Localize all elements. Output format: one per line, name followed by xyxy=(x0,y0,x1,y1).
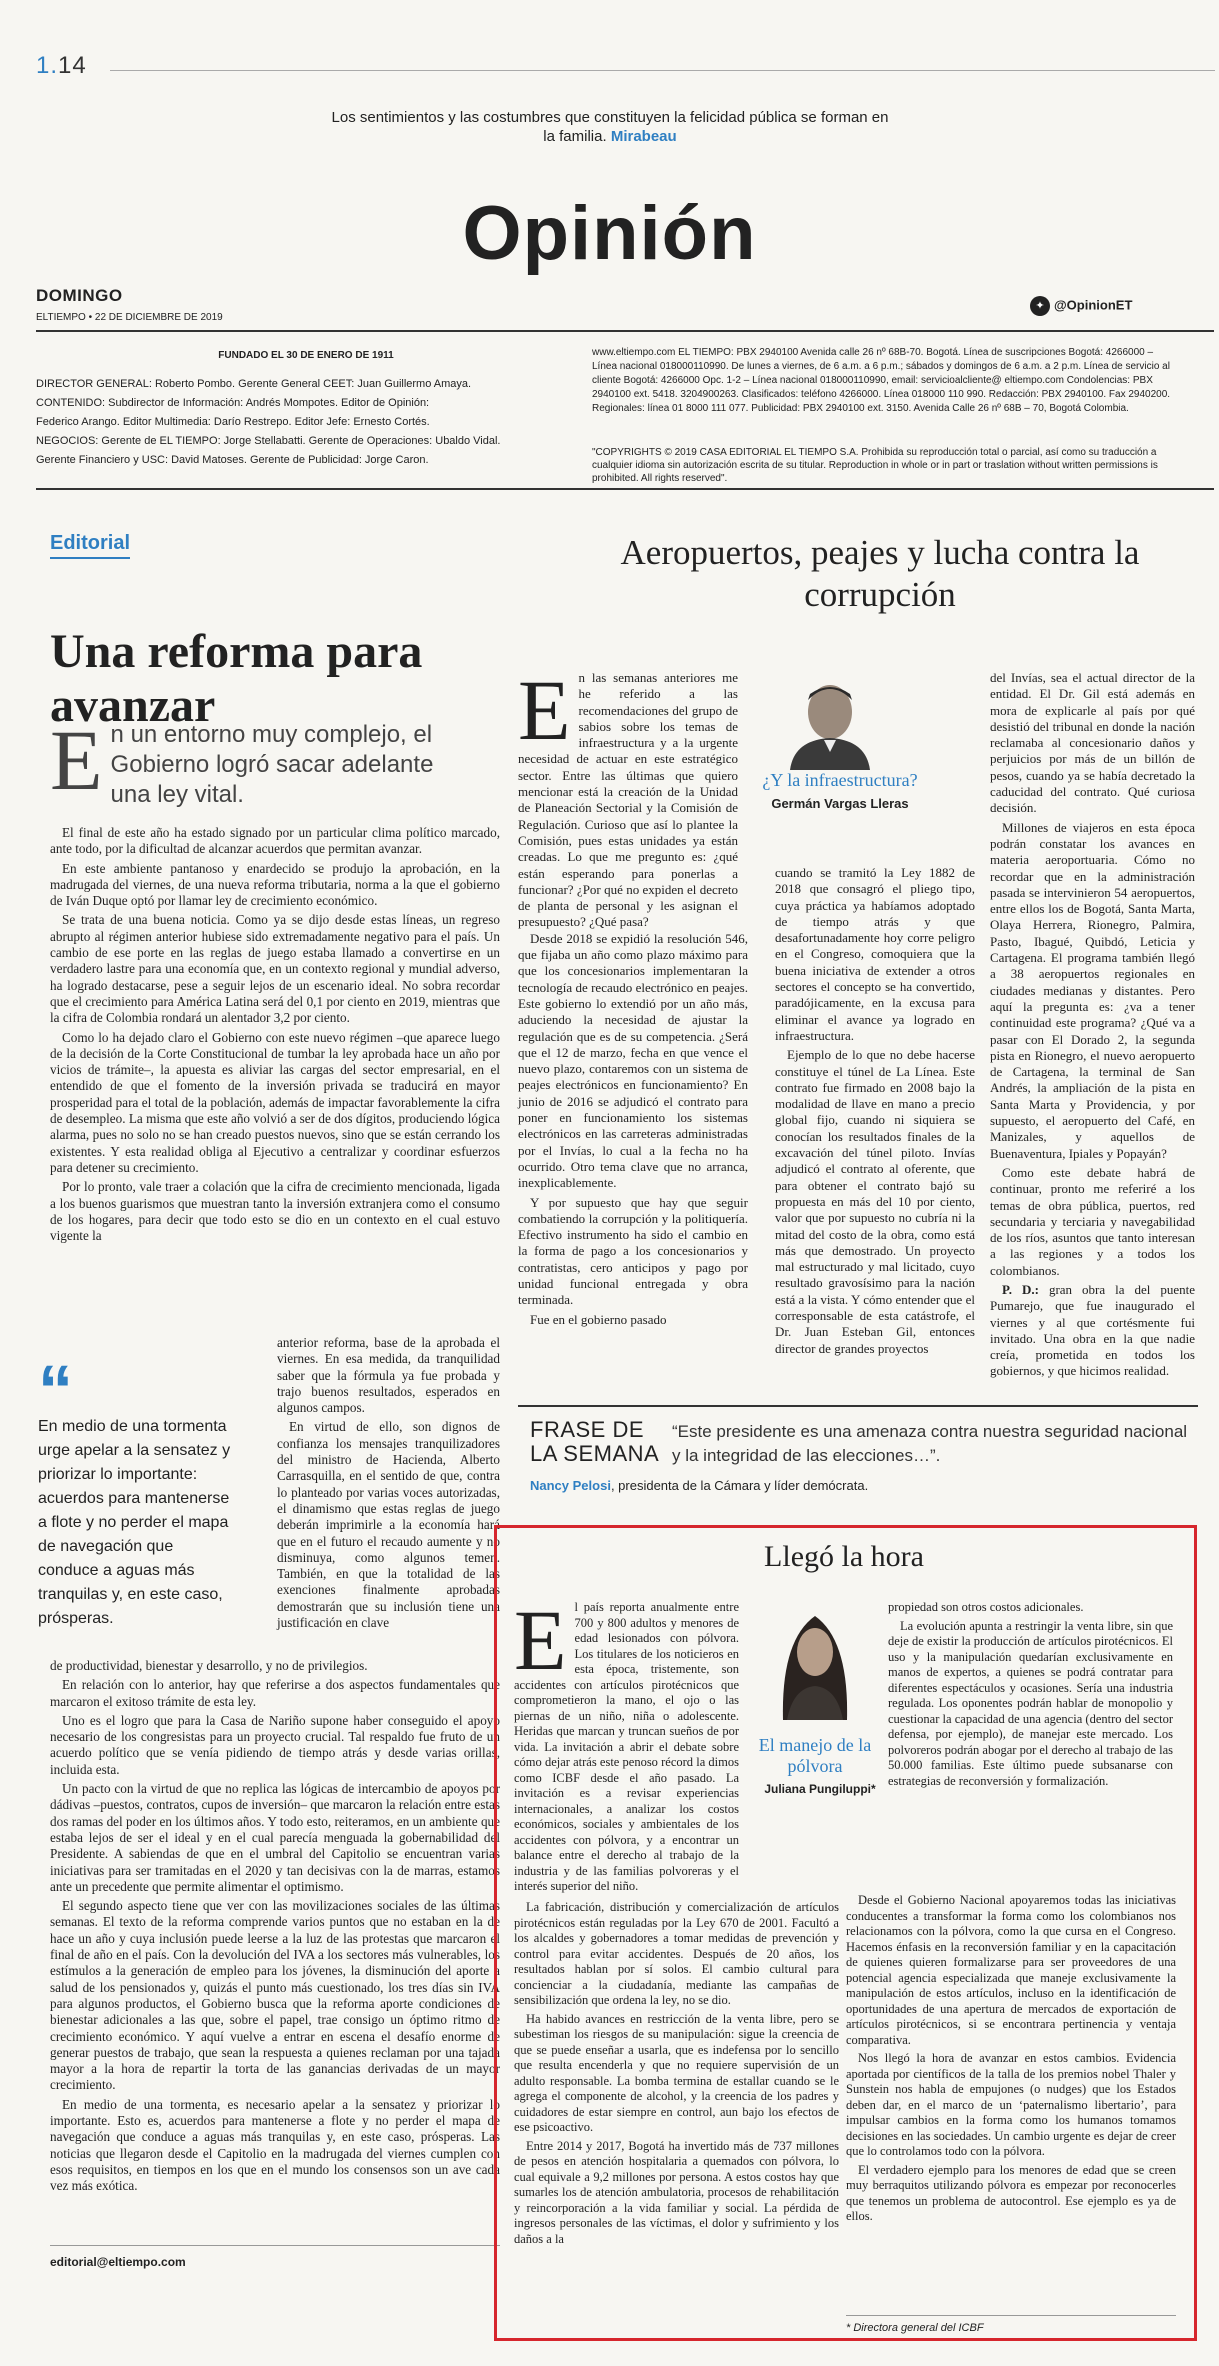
staff-line: DIRECTOR GENERAL: Roberto Pombo. Gerente General CEET: Juan Guillermo Amaya. xyxy=(36,378,472,390)
llego-column-1 xyxy=(514,1592,739,1895)
paragraph: Como este debate habrá de continuar, pronto me referiré a los temas de obra pública, puertos, red secundaria y terciaria y navegabilidad de los ríos, asuntos que tanto interesan a las regiones y a todos los colombianos. xyxy=(990,1164,1195,1278)
twitter-handle-text: @OpinionET xyxy=(1054,297,1133,313)
column-title: Llegó la hora xyxy=(764,1540,924,1573)
frase-author-name: Nancy Pelosi xyxy=(530,1478,611,1493)
masthead-rule xyxy=(36,488,1214,490)
article-column-2 xyxy=(775,865,975,1360)
paragraph xyxy=(990,1282,1195,1380)
paragraph: Ha habido avances en restricción de la venta libre, pero se subestiman los riesgos de su manipulación: sigue la creencia de que se puede enseñar a usarla, que es indefensa por lo sencillo que resulta encenderla y que no requiere supervisión de un adulto responsable. La bomba termina de estallar cuando se le agrega el componente de alcohol, y la creencia de los padres y cuidadores de estar siempre en control, aun bajo los efectos de ese psicoactivo. xyxy=(514,2011,839,2134)
staff-box xyxy=(36,346,576,470)
header-quote-author: Mirabeau xyxy=(610,128,677,145)
llego-column-2-lower xyxy=(846,1893,1176,2228)
pull-quote xyxy=(38,1351,238,1631)
paragraph: n las semanas anteriores me he referido a las recomendaciones del grupo de sabios sobre los temas de infraestructura y a la urgente necesidad de actuar en este estratégico sector. Entre las últimas que quiero mencionar está la creación de la Unidad de Planeación Sectorial y la Comisión de Regulación. Curioso que así lo plantee la Comisión, pues estas unidades ya están creadas. Lo que me pregunto es: ¿qué están esperando para ponerlas a funcionar? ¿Por qué no expiden el decreto de planta de personal y les asignan el presupuesto? ¿Qué pasa? xyxy=(518,670,738,930)
frase-author-role: , presidenta de la Cámara y líder demócrata. xyxy=(610,1478,869,1493)
paragraph: Ejemplo de lo que no debe hacerse constituye el túnel de La Línea. Este contrato fue firmado en 2008 bajo la modalidad de llave en mano a precio global fijo, cuando ni siquiera se conocían los resultados finales de la excavación del túnel piloto. Invías adjudicó el contrato al oferente, que para obtener el contrato bajó su propuesta en más del 10 por ciento, valor que por supuesto no cubría ni la mitad del costo de la obra, como está más que demostrado. Un proyecto mal estructurado y mal licitado, cuyo resultado gravosísimo para la nación está a la vista. Y cómo entender que el corresponsable de esta catástrofe, el Dr. Juan Esteban Gil, entonces director de grandes proyectos xyxy=(775,1047,975,1356)
paragraph: El verdadero ejemplo para los menores de edad que se creen muy berraquitos utilizando pólvora es empezar por reconocerles que tenemos un problema de autocontrol. Ese ejemplo es ya de ellos. xyxy=(846,2162,1176,2223)
paragraph: Entre 2014 y 2017, Bogotá ha invertido más de 737 millones de pesos en atención hospitalaria a quemados con pólvora, lo cual equivale a 9,2 millones por persona. A estos costos hay que sumarles los de atención ambulatoria, procesos de rehabilitación y reincorporación a la vida familiar y social. La pérdida de ingresos personales de las víctimas, el dolor y sufrimiento y los daños a la xyxy=(514,2138,839,2246)
author-photo-pungiluppi xyxy=(765,1600,865,1720)
article-column-1 xyxy=(518,662,748,1331)
staff-line: CONTENIDO: Subdirector de Información: Andrés Mompotes. Editor de Opinión: xyxy=(36,397,430,409)
editorial-drop-cap: E xyxy=(50,712,103,808)
drop-cap: E xyxy=(518,662,571,758)
paragraph: En relación con lo anterior, hay que referirse a dos aspectos fundamentales que marcaron el exitoso trámite de esta ley. xyxy=(50,1677,500,1709)
section-title: Opinión xyxy=(462,191,757,276)
staff-line: NEGOCIOS: Gerente de EL TIEMPO: Jorge Stellabatti. Gerente de Operaciones: Ubaldo Vidal. xyxy=(36,435,501,447)
paragraph: Millones de viajeros en esta época podrán constatar los avances en materia aeroportuaria. Cómo no recordar que en la administración pasada se intervinieron 54 aeropuertos, entre ellos los de Bogotá, Santa Marta, Olaya Herrera, Rionegro, Palmira, Pasto, Ibagué, Quibdó, Leticia y Cartagena. El programa también llegó a 38 aeropuertos regionales en ciudades medianas y distantes. Pero aquí la pregunta es: ¿va a tener continuidad este programa? ¿Qué va a pasar con El Dorado 2, la segunda pista en Rionegro, el nuevo aeropuerto de Cartagena, la terminal de San Andrés, la ampliación de la pista en Santa Marta y Providencia, y por supuesto, el aeropuerto del Café, en Manizales, y aquellos de Buenaventura, Ipiales y Popayán? xyxy=(990,819,1195,1161)
staff-line: Federico Arango. Editor Multimedia: Darío Restrepo. Editor Jefe: Ernesto Cortés. xyxy=(36,416,430,428)
contact-info: www.eltiempo.com EL TIEMPO: PBX 2940100 Avenida calle 26 nº 68B-70. Bogotá. Línea de suscripciones Bogotá: 4266000 – Línea nacional 018000110990. De lunes a viernes, de 6 a.m. a 6 p.m.; sábados y domingos de 6 a.m. a 2 p.m. Línea de servicio al cliente Bogotá: 4266000 Opc. 1-2 – Línea nacional 018000110990, email: servicioalcliente@ eltiempo.com Condolencias: PBX 2940100 ext. 5418. 3204900263. Clasificados: teléfono 4266000. Línea 018000 110 990. Redacción: PBX 2940100. Fax 2940200. Regionales: línea 01 8000 111 077. Publicidad: PBX 2940100 ext. 3150. Avenida Calle 26 nº 68B – 70, Bogotá Colombia. xyxy=(592,347,1171,414)
quote-mark-icon: “ xyxy=(38,1351,73,1429)
top-rule xyxy=(110,70,1215,71)
paragraph: Fue en el gobierno pasado xyxy=(530,1311,667,1327)
twitter-icon: ✦ xyxy=(1030,296,1050,316)
paragraph: Nos llegó la hora de avanzar en estos cambios. Evidencia aportada por científicos de la talla de los premios nobel Thaler y Sunstein nos habla de empujones (o nudges) que los Estados deben dar, en el marco de un ‘paternalismo libertario’, para impulsar cambios en la forma como los humanos tomamos decisiones en las sociedades. Un cambio urgente es dejar de creer que lo controlamos todo con la pólvora. xyxy=(846,2051,1176,2158)
column-author: Juliana Pungiluppi* xyxy=(764,1782,876,1796)
column-title: Aeropuertos, peajes y lucha contra la corrupción xyxy=(620,533,1140,614)
footnote-rule xyxy=(846,2315,1176,2316)
dateline: ELTIEMPO • 22 DE DICIEMBRE DE 2019 xyxy=(36,312,223,323)
article-column-3 xyxy=(990,670,1195,1383)
editorial-footer-rule xyxy=(50,2245,500,2246)
editorial-body-narrow xyxy=(277,1335,500,1634)
paragraph: Desde 2018 se expidió la resolución 546, que fijaba un año como plazo máximo para que los concesionarios implementaran la tecnología de recaudo electrónico en peajes. Este gobierno lo extendió por un año más, aduciendo la necesidad de ajustar la regulación que es de su competencia. ¿Será que el 12 de marzo, fecha en que vence el nuevo plazo, contaremos con un sistema de peajes electrónicos en funcionamiento? En junio de 2016 se adjudicó el contrato para poner en funcionamiento los sistemas electrónicos en las carreteras administradas por el Invías, lo cual a la fecha no ha ocurrido. Otro tema clave que no arranca, inexplicablemente. xyxy=(518,930,748,1191)
paragraph: del Invías, sea el actual director de la entidad. El Dr. Gil está además en mora de explicarle al país por qué desistió del tribunal en donde la nación reclamaba al concesionario daños y perjuicios por más de un billón de pesos, cuando ya se había decretado la caducidad del contrato. Qué curiosa decisión. xyxy=(990,670,1195,816)
editorial-email-link[interactable]: editorial@eltiempo.com xyxy=(50,2255,186,2269)
paragraph: anterior reforma, base de la aprobada el viernes. En esa medida, da tranquilidad saber que la fórmula ya fue probada y trajo buenos resultados, esperados en algunos campos. xyxy=(277,1335,500,1416)
paragraph: En medio de una tormenta, es necesario apelar a la sensatez y priorizar lo importante. Esto es, acuerdos para mantenerse a flote y no perder el mapa de navegación que conduce a aguas más tranquilas y, en este caso, prósperas. Las noticias que llegaron desde el Capitolio en la madrugada del viernes cumplen con esos requisitos, en tiempos en los que en el mundo los consensos son un ave cada vez más exótica. xyxy=(50,2096,500,2194)
paragraph: l país reporta anualmente entre 700 y 800 adultos y menores de edad lesionados con pólvora. Los titulares de los noticieros en esta época, tristemente, son accidentes con artículos pirotécnicos que comprometieron la mano, el ojo o las piernas de un niño, niña o adolescente. Heridas que marcan y truncan sueños de por vida. La invitación a abrir el debate sobre cómo dejar atrás este penoso récord la dimos como ICBF desde el año pasado. La invitación es a revisar experiencias internacionales, a analizar los costos económicos, sociales y ambientales de los accidentes con pólvora, y a encontrar un balance entre el derecho al trabajo de la industria y de las familias polvoreras y el interés superior del niño. xyxy=(514,1600,739,1893)
column-author: Germán Vargas Lleras xyxy=(771,796,909,811)
day-label: DOMINGO xyxy=(36,286,123,305)
editorial-body-lower xyxy=(50,1658,500,2198)
paragraph: cuando se tramitó la Ley 1882 de 2018 que consagró el pliego tipo, cuya práctica ya habíamos adoptado de tiempo atrás y que desafortunadamente hoy corre peligro en el Congreso, comoquiera que la buena iniciativa de extender a otros sectores el concepto se ha convertido, paradójicamente, en la excusa para eliminar el avance ya logrado en infraestructura. xyxy=(775,865,975,1043)
frase-rule xyxy=(518,1405,1198,1407)
paragraph: Desde el Gobierno Nacional apoyaremos todas las iniciativas conducentes a transformar la forma como los colombianos nos relacionamos con la pólvora, como la que cursa en el Congreso. Hacemos énfasis en la reconversión familiar y en la capacitación de quienes quieren formalizarse para ser proveedores de una potencial agencia especializada que maneje exclusivamente la manipulación de estos artículos, incluso en la identificación de oportunidades de una apertura de mercados de exportación de artículos pirotécnicos, si se encontrara pertinencia y ventaja comparativa. xyxy=(846,1893,1176,2047)
page-number: 1.14 xyxy=(36,52,87,79)
pd-text: gran obra la del puente Pumarejo, que fue inaugurado el viernes y al que cortésmente fui invitado. Una obra en la que nadie creía, prometida en todos los gobiernos, y que hicimos realidad. xyxy=(990,1281,1195,1379)
drop-cap: E xyxy=(514,1592,567,1688)
column-caption: El manejo de la pólvora xyxy=(758,1735,872,1776)
editorial-lead xyxy=(50,712,470,810)
paragraph: El final de este año ha estado signado por un particular clima político marcado, ante todo, por la dificultad de alcanzar acuerdos que permitan avanzar. xyxy=(50,825,500,857)
frase-label xyxy=(530,1418,659,1466)
frase-label-line: FRASE DE xyxy=(530,1417,645,1442)
paragraph: Un pacto con la virtud de que no replica las lógicas de intercambio de apoyos por dádivas –puestos, contratos, cupos de inversión– que marcaron la relación entre estas dos ramas del poder en los últimos años. Y todo esto, reiteramos, en un ambiente que estaba lejos de ser el ideal y en el cual parecía menguada la gobernabilidad del Presidente. A sabiendas de que en el umbral del Capitolio se encuentran varias iniciativas para ser tramitadas en el 2020 y tan decisivas con la de marras, estamos ante un precedente que permite alimentar el optimismo. xyxy=(50,1781,500,1894)
header-quote xyxy=(330,108,890,146)
footnote: * Directora general del ICBF xyxy=(846,2322,984,2334)
paragraph: En virtud de ello, son dignos de confianza los mensajes tranquilizadores del ministro de Hacienda, Alberto Carrasquilla, en el sentido de que, contra lo planteado por varias voces autorizadas, el dinamismo que estas reglas de juego deberán imprimirle a la economía hará que en el futuro el recaudo aumente y no disminuya, como algunos temen. También, en que la totalidad de las exenciones finalmente aprobadas demostrarán que su inclusión tiene una justificación en clave xyxy=(277,1419,500,1631)
author-photo-vargas xyxy=(770,670,890,770)
staff-line: Gerente Financiero y USC: David Matoses. Gerente de Publicidad: Jorge Caron. xyxy=(36,454,429,466)
copyright-notice: "COPYRIGHTS © 2019 CASA EDITORIAL EL TIEMPO S.A. Prohibida su reproducción total o parcial, así como su traducción a cualquier idioma sin autorización escrita de su titular. Reproduction in whole or in part or traslation without written permissions is prohibited. All rights reserved". xyxy=(592,447,1158,484)
paragraph: La evolución apunta a restringir la venta libre, sin que deje de existir la producción de artículos pirotécnicos. El uso y la manipulación quedarían exclusivamente en manos de expertos, a quienes se podrá contratar para diferentes espectáculos y ocasiones. Sería una industria regulada. Los oponentes podrán hablar de monopolio y cuestionar la capacidad de una agencia (dentro del sector defensa, por ejemplo), de manejar este mercado. Los polvoreros podrán abogar por el derecho al trabajo de las 50.000 familias. Este último puede subsanarse con estrategias de reconversión y formalización. xyxy=(888,1618,1173,1788)
paragraph: de productividad, bienestar y desarrollo, y no de privilegios. xyxy=(50,1658,368,1673)
paragraph: propiedad son otros costos adicionales. xyxy=(888,1600,1084,1614)
frase-text: “Este presidente es una amenaza contra nuestra seguridad nacional y la integridad de las elecciones…”. xyxy=(672,1422,1188,1465)
header-quote-text: Los sentimientos y las costumbres que constituyen la felicidad pública se forman en la familia. xyxy=(331,109,889,145)
paragraph: Por lo pronto, vale traer a colación que la cifra de crecimiento mencionada, ligada a los buenos guarismos que muestran tanto la inversión extranjera como el consumo de los hogares, para decir que todo esto se dio en un contexto en el cual estuvo vigente la xyxy=(50,1179,500,1244)
paragraph: La fabricación, distribución y comercialización de artículos pirotécnicos están reguladas por la Ley 670 de 2001. Facultó a los alcaldes y gobernadores a tomar medidas de prevención y control para evitar accidentes. Después de 20 años, los resultados hablan por sí solos. El cambio cultural para concienciar a la ciudadanía, mediante las campañas de sensibilización que ordena la ley, no se dio. xyxy=(514,1900,839,2007)
header-rule xyxy=(36,330,1214,332)
editorial-body xyxy=(50,825,500,1247)
pull-quote-text: En medio de una tormenta urge apelar a la sensatez y priorizar lo importante: acuerdos para mantenerse a flote y no perder el mapa de navegación que conduce a aguas más tranquilas y, en este caso, prósperas. xyxy=(38,1418,231,1627)
paragraph: Se trata de una buena noticia. Como ya se dijo desde estas líneas, un regreso abrupto al régimen anterior hubiese sido extremadamente negativo para el país. Un cambio de ese porte en las reglas de juego estaba llamado a convertirse en un verdadero lastre para una economía que, en un contexto regional y mundial adverso, ha logrado destacarse, pese a seguir lejos de un escenario ideal. No sobra recordar que el crecimiento para América Latina será del 0,1 por ciento en 2019, mientras que la cifra de Colombia rondará un alentador 3,2 por ciento. xyxy=(50,912,500,1026)
paragraph: Y por supuesto que hay que seguir combatiendo la corrupción y la politiquería. Efectivo instrumento ha sido el cambio en la forma de pago a los concesionarios y contratistas, cero anticipos y pago por unidad funcional entregada y obra terminada. xyxy=(518,1194,748,1308)
paragraph: El segundo aspecto tiene que ver con las movilizaciones sociales de las últimas semanas. El texto de la reforma comprende varios puntos que no estaban en la de hace un año y cuya inclusión puede leerse a la luz de las protestas que marcaron el final de año en el país. Con la devolución del IVA a los sectores más vulnerables, los estímulos a la generación de empleo para los jóvenes, la disminución del aporte a salud de los pensionados y, quizás el punto más cuestionado, los tres días sin IVA para algunos productos, el Gobierno busca que la reforma aporte condiciones de bienestar adicionales a las que, sobre el papel, trae consigo un óptimo ritmo de crecimiento económico. Y aquí vuelve a entrar en escena el desafío enorme de generar puestos de trabajo, que sean la respuesta a quienes reclaman por una tajada mayor a la hora de repartir la torta de las ganancias derivadas de un mayor crecimiento. xyxy=(50,1898,500,2093)
frase-author xyxy=(530,1478,868,1493)
editorial-label: Editorial xyxy=(50,532,130,559)
column-caption: ¿Y la infraestructura? xyxy=(762,770,918,790)
llego-column-3 xyxy=(888,1600,1173,1792)
paragraph: Uno es el logro que para la Casa de Nariño supone haber conseguido el apoyo necesario de los congresistas para un proyecto crucial. Tal respaldo fue fruto de un acuerdo político que se venía pidiendo de tiempo atrás y desde varias orillas, incluida esta. xyxy=(50,1712,500,1777)
twitter-handle[interactable] xyxy=(1030,296,1132,316)
founded-line: FUNDADO EL 30 DE ENERO DE 1911 xyxy=(218,350,394,361)
pd-label: P. D.: xyxy=(1002,1281,1039,1297)
llego-column-1-lower xyxy=(514,1900,839,2250)
frase-label-line: LA SEMANA xyxy=(530,1441,660,1466)
editorial-title: Una reforma para avanzar xyxy=(50,625,423,732)
editorial-lead-text: n un entorno muy complejo, el Gobierno logró sacar adelante una ley vital. xyxy=(110,721,434,808)
paragraph: En este ambiente pantanoso y enardecido se produjo la aprobación, en la madrugada del viernes, de una nueva reforma tributaria, norma a la que el gobierno de Iván Duque optó por llamar ley de crecimiento económico. xyxy=(50,860,500,909)
paragraph: Como lo ha dejado claro el Gobierno con este nuevo régimen –que aparece luego de la decisión de la Corte Constitucional de tumbar la ley aprobada hace un año por vicios de trámite–, la apuesta es aliviar las cargas del sector empresarial, en el entendido de que el fomento de la inversión privada se traducirá en mayor prosperidad para el total de la población, además de impactar favorablemente la cifra de desempleo. La misma que este año volvió a ser de dos dígitos, produciendo lógica alarma, pues no solo no se han creado puestos nuevos, sino que se están cerrando los existentes. Y esta realidad obliga al Ejecutivo a centralizar y coordinar esfuerzos para detener su crecimiento. xyxy=(50,1029,500,1175)
